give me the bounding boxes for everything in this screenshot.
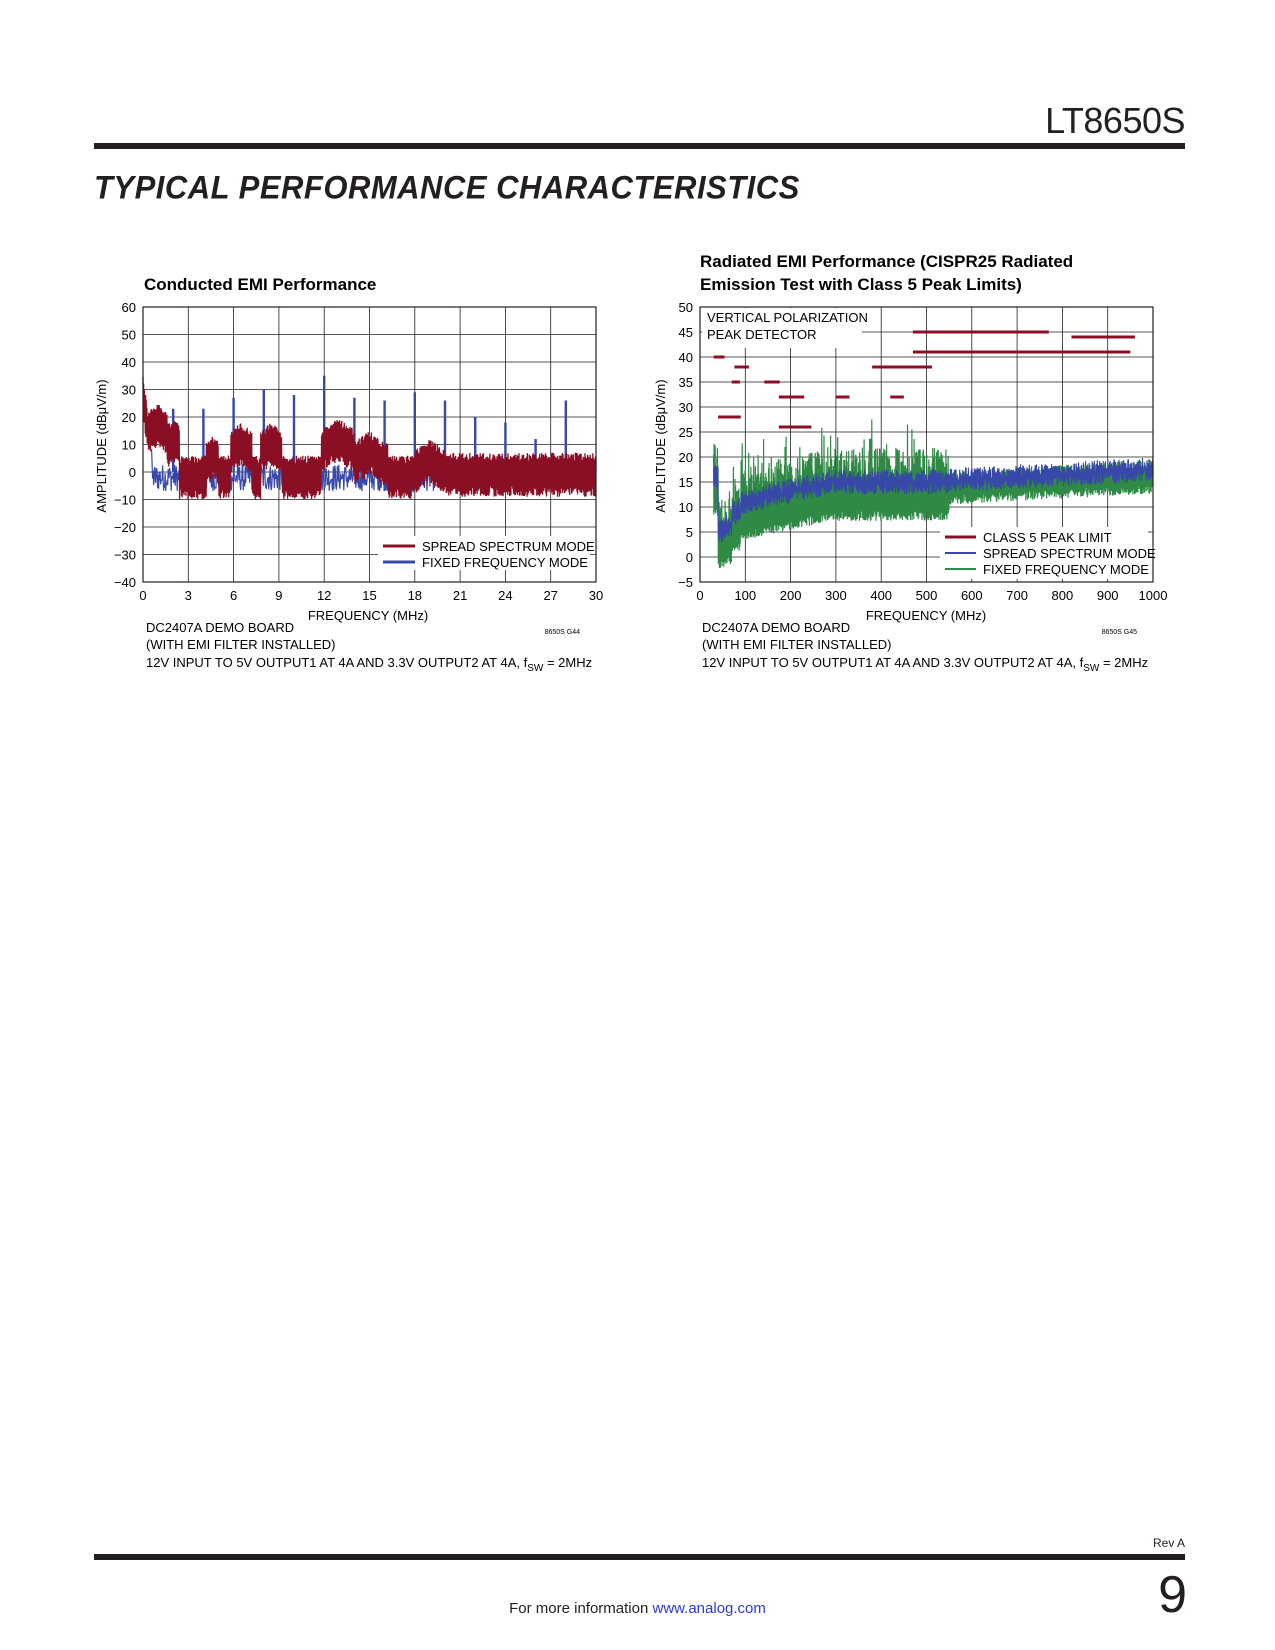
chart2-x-tick-label: 0 — [696, 588, 704, 603]
chart1-x-tick-label: 15 — [362, 588, 377, 603]
chart1-x-tick-label: 18 — [407, 588, 423, 603]
chart2-title-line2: Emission Test with Class 5 Peak Limits) — [700, 275, 1022, 294]
chart2-y-tick-label: 45 — [678, 325, 693, 340]
chart2-figure-code: 8650S G45 — [1101, 629, 1137, 636]
chart1-y-tick-label: 0 — [128, 465, 136, 480]
chart2-note-conditions: 12V INPUT TO 5V OUTPUT1 AT 4A AND 3.3V OUTPUT2 AT 4A, $f_{SW} = 2MHz$ — [702, 655, 1149, 674]
chart2-x-tick-label: 700 — [1006, 588, 1028, 603]
chart2-y-tick-label: 35 — [678, 375, 693, 390]
chart2-x-tick-label: 900 — [1096, 588, 1119, 603]
chart1-y-tick-label: −30 — [113, 547, 136, 563]
chart2-y-axis-label: AMPLITUDE (dBμV/m) — [653, 379, 668, 513]
chart2-y-tick-label: −5 — [678, 575, 693, 590]
chart1-title: Conducted EMI Performance — [144, 275, 377, 294]
chart1-y-tick-label: −20 — [113, 520, 136, 535]
chart1-y-tick-label: 10 — [121, 437, 136, 453]
chart1-y-ticks — [114, 300, 136, 590]
chart1-x-tick-label: 0 — [139, 588, 147, 603]
chart2-x-tick-label: 200 — [779, 588, 802, 603]
chart1-x-tick-label: 24 — [498, 588, 513, 603]
chart2-legend-limit: CLASS 5 PEAK LIMIT — [983, 530, 1112, 545]
chart1-y-tick-label: −40 — [113, 575, 136, 590]
section-title: TYPICAL PERFORMANCE CHARACTERISTICS — [94, 169, 800, 206]
chart1-y-tick-label: 30 — [121, 382, 136, 398]
chart1-y-tick-label: 20 — [121, 410, 136, 425]
page-number: 9 — [1158, 1566, 1187, 1624]
chart2-y-tick-label: 20 — [678, 450, 693, 465]
chart2-x-tick-label: 300 — [825, 588, 847, 603]
chart1-note-conditions: 12V INPUT TO 5V OUTPUT1 AT 4A AND 3.3V OUTPUT2 AT 4A, $f_{SW} = 2MHz$ — [146, 655, 593, 674]
footer-info — [0, 1600, 1275, 1617]
chart2-y-tick-label: 30 — [678, 400, 693, 415]
chart2-y-tick-label: 25 — [678, 425, 693, 440]
part-number: LT8650S — [1045, 100, 1185, 141]
chart2-y-tick-label: 50 — [678, 300, 693, 315]
conducted-emi-chart — [94, 275, 603, 674]
chart2-y-tick-label: 10 — [678, 500, 693, 515]
chart2-y-tick-label: 40 — [678, 350, 693, 365]
chart2-y-tick-label: 5 — [685, 525, 693, 540]
chart2-legend-spread: SPREAD SPECTRUM MODE — [983, 546, 1156, 561]
chart2-annotation-detector: PEAK DETECTOR — [707, 327, 817, 342]
chart2-y-ticks — [678, 300, 693, 590]
chart1-y-tick-label: 50 — [121, 327, 136, 343]
chart2-note-filter: (WITH EMI FILTER INSTALLED) — [702, 637, 892, 652]
chart1-note-filter: (WITH EMI FILTER INSTALLED) — [146, 637, 336, 652]
chart2-x-tick-label: 1000 — [1138, 588, 1168, 603]
chart1-x-ticks — [139, 588, 603, 603]
chart1-y-tick-label: −10 — [113, 492, 136, 508]
chart1-figure-code: 8650S G44 — [544, 629, 580, 636]
footer-info-text: For more information — [509, 1600, 649, 1617]
chart2-legend-fixed: FIXED FREQUENCY MODE — [983, 562, 1149, 577]
chart2-y-tick-label: 15 — [678, 475, 693, 490]
chart1-legend-spread: SPREAD SPECTRUM MODE — [422, 539, 595, 554]
chart2-y-tick-label: 0 — [685, 550, 693, 565]
chart2-x-tick-label: 100 — [734, 588, 757, 603]
chart1-x-tick-label: 9 — [275, 588, 283, 603]
chart1-x-tick-label: 21 — [452, 588, 468, 603]
chart2-x-ticks — [696, 588, 1167, 603]
chart1-y-axis-label: AMPLITUDE (dBμV/m) — [94, 379, 109, 513]
chart2-x-tick-label: 400 — [870, 588, 893, 603]
figures-area — [0, 0, 1275, 700]
chart2-x-axis-label: FREQUENCY (MHz) — [865, 608, 987, 623]
chart1-x-axis-label: FREQUENCY (MHz) — [307, 608, 429, 623]
chart1-x-tick-label: 3 — [184, 588, 192, 603]
chart1-x-tick-label: 12 — [316, 588, 332, 603]
chart1-legend-fixed: FIXED FREQUENCY MODE — [422, 555, 588, 570]
chart1-y-tick-label: 40 — [121, 355, 136, 370]
chart1-x-tick-label: 27 — [543, 588, 558, 603]
chart2-x-tick-label: 500 — [915, 588, 938, 603]
footer-link[interactable]: www.analog.com — [652, 1600, 766, 1617]
chart2-x-tick-label: 800 — [1051, 588, 1074, 603]
chart1-x-tick-label: 30 — [588, 588, 604, 603]
chart1-x-tick-label: 6 — [229, 588, 238, 603]
revision-label: Rev A — [1152, 1536, 1185, 1550]
radiated-emi-chart — [653, 252, 1167, 674]
chart2-note-board: DC2407A DEMO BOARD — [702, 620, 851, 635]
chart2-annotation-polarization: VERTICAL POLARIZATION — [707, 310, 868, 325]
chart1-y-tick-label: 60 — [121, 300, 136, 315]
chart2-title-line1: Radiated EMI Performance (CISPR25 Radiated — [700, 252, 1074, 271]
chart2-x-tick-label: 600 — [960, 588, 983, 603]
chart1-note-board: DC2407A DEMO BOARD — [146, 620, 295, 635]
footer-rule — [94, 1554, 1185, 1560]
